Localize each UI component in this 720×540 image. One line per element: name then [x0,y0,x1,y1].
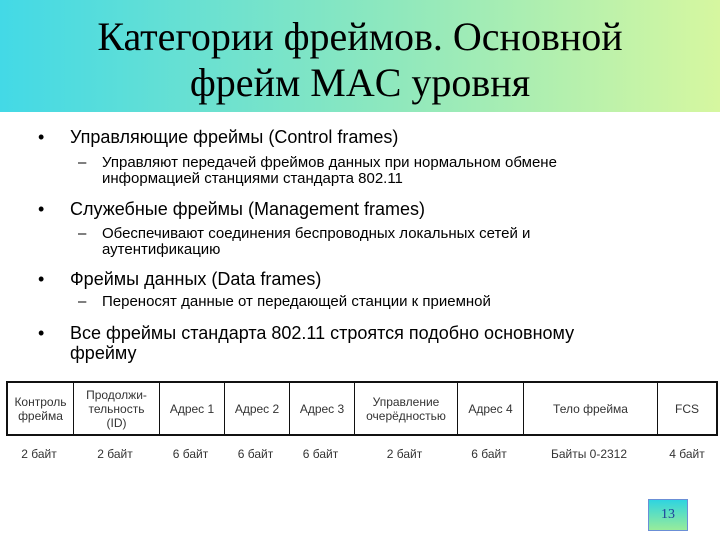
bullet-marker: • [38,323,45,343]
slide-title-line-1: Категории фреймов. Основной [97,14,623,59]
bullet-line-1: Все фреймы стандарта 802.11 строятся подобно основному [70,323,575,343]
sub-bullet-marker: – [78,154,87,171]
bullet-text: Управляющие фреймы (Control frames) [70,127,399,147]
sub-bullet-line-2: аутентификацию [102,241,221,258]
slide-title-line-2: фрейм MAC уровня [189,60,531,105]
field-label-line: FCS [675,401,699,416]
field-size: 6 байт [172,447,209,461]
field-label-line: Адрес 4 [468,401,513,416]
field-size: Байты 0-2312 [550,447,628,461]
field-duration-id [74,383,160,434]
bullet-text: Фреймы данных (Data frames) [70,269,322,289]
field-label-line: Тело фрейма [553,401,628,416]
field-size: 6 байт [302,447,339,461]
field-label-line: очерёдностью [366,408,446,423]
sub-bullet-line-2: информацией станциями стандарта 802.11 [102,170,403,187]
field-frame-body [524,383,658,434]
field-size: 2 байт [97,447,133,461]
bullet-text [70,323,710,363]
sub-bullet-marker: – [78,225,87,242]
field-size: 4 байт [669,447,705,461]
field-label-line: Адрес 3 [299,401,345,416]
bullet-marker: • [38,269,45,289]
field-address-2 [225,383,290,434]
field-fcs [658,383,716,434]
sub-bullet-text: Переносят данные от передающей станции к приемной [102,293,491,310]
bullet-marker: • [38,127,45,147]
field-size: 6 байт [471,447,507,461]
mac-frame-diagram [6,381,718,436]
field-label-line: (ID) [106,415,127,430]
field-size: 6 байт [237,447,274,461]
sub-bullet-line-1: Обеспечивают соединения беспроводных локальных сетей и [102,225,531,242]
field-label-line: тельность [88,401,145,416]
field-label-line: Адрес 2 [234,401,280,416]
field-sizes-row [6,446,718,462]
bullet-marker: • [38,199,45,219]
field-size: 2 байт [386,447,423,461]
sub-bullet-text [102,226,692,258]
field-label-line: Продолжи- [86,387,147,402]
field-size: 2 байт [21,447,57,461]
field-label-line: Управление [372,394,440,409]
sub-bullet-line-1: Управляют передачей фреймов данных при нормальном обмене [102,154,557,171]
field-label-line: Адрес 1 [169,401,215,416]
field-address-4 [458,383,524,434]
bullet-text: Служебные фреймы (Management frames) [70,199,426,219]
sub-bullet-marker: – [78,293,87,310]
field-address-3 [290,383,355,434]
bullet-line-2: фрейму [70,343,137,363]
field-address-1 [160,383,225,434]
field-sequence-control [355,383,458,434]
sub-bullet-text [102,155,692,187]
slide-title [0,14,720,106]
field-frame-control [8,383,74,434]
field-label-line: Контроль [14,394,67,409]
field-label-line: фрейма [18,408,63,423]
page-number-badge: 13 [648,499,688,531]
